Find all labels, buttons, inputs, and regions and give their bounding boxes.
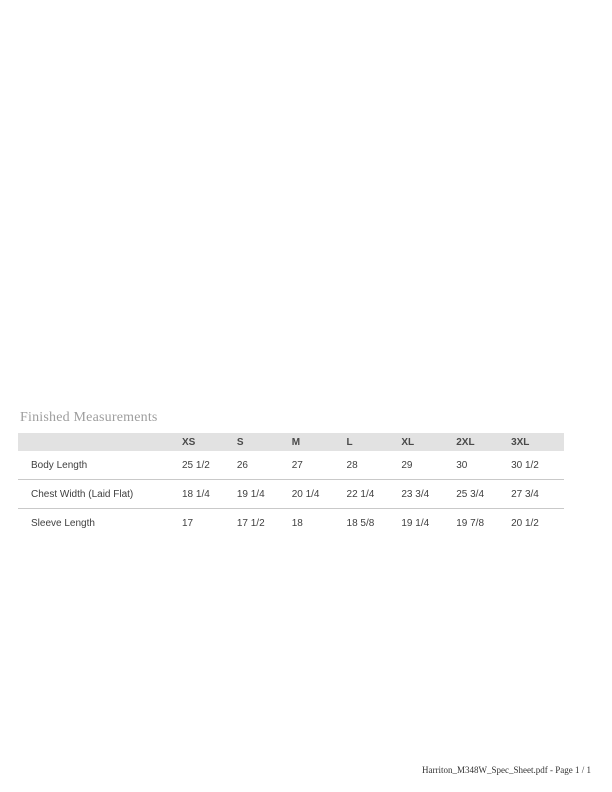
size-column-header-xl: XL <box>399 433 454 451</box>
table-row-chest-width <box>18 480 564 509</box>
measurement-value: 19 1/4 <box>401 517 430 529</box>
measurement-value: 28 <box>345 451 400 480</box>
measurement-value: 18 <box>291 517 303 529</box>
measurement-value: 23 3/4 <box>399 480 454 509</box>
measurement-value: 18 5/8 <box>346 517 375 529</box>
measurement-value: 29 <box>399 451 454 480</box>
measurement-value: 19 7/8 <box>456 517 485 529</box>
pdf-footer-page-indicator: Harriton_M348W_Spec_Sheet.pdf - Page 1 / 1 <box>422 765 591 775</box>
measurement-value: 25 3/4 <box>454 480 509 509</box>
section-heading: Finished Measurements <box>20 410 158 425</box>
measurement-column-header <box>18 433 180 451</box>
measurement-value: 20 1/4 <box>290 480 345 509</box>
measurement-value: 26 <box>235 451 290 480</box>
table-row-sleeve-length <box>18 509 564 538</box>
measurement-value: 17 <box>182 517 194 529</box>
size-column-header-m: M <box>290 433 345 451</box>
size-column-header-s: S <box>235 433 290 451</box>
size-column-header-l: L <box>345 433 400 451</box>
size-column-header-xs: XS <box>180 433 235 451</box>
measurement-value: 30 <box>454 451 509 480</box>
measurement-value: 27 <box>290 451 345 480</box>
row-label: Body Length <box>18 451 180 480</box>
table-row-body-length <box>18 451 564 480</box>
row-label: Sleeve Length <box>31 517 95 529</box>
size-column-header-2xl: 2XL <box>454 433 509 451</box>
measurement-value: 27 3/4 <box>509 480 564 509</box>
size-column-header-3xl: 3XL <box>509 433 564 451</box>
measurement-value: 18 1/4 <box>180 480 235 509</box>
measurement-value: 25 1/2 <box>180 451 235 480</box>
measurement-value: 30 1/2 <box>509 451 564 480</box>
measurement-value: 22 1/4 <box>345 480 400 509</box>
measurement-value: 17 1/2 <box>236 517 265 529</box>
measurement-value: 20 1/2 <box>511 517 539 529</box>
table-header-row <box>18 433 564 451</box>
measurement-value: 19 1/4 <box>235 480 290 509</box>
measurements-table <box>18 433 564 537</box>
row-label: Chest Width (Laid Flat) <box>18 480 180 509</box>
